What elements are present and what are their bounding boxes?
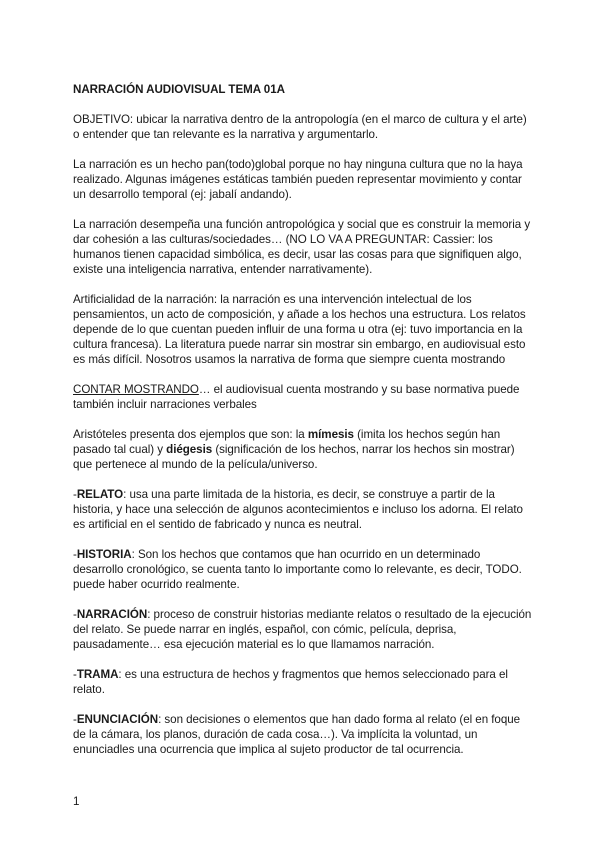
definition-text-enunciacion: : son decisiones o elementos que han dado forma al relato (el en foque de la cámara, los planos, duración de cada cosa…). Va implícita la voluntad, un enunciadles una ocurrencia que implica al sujeto productor de tal ocurrencia.	[73, 713, 521, 756]
definition-prefix: -	[73, 608, 77, 621]
definition-prefix: -	[73, 713, 77, 726]
document-body	[73, 82, 533, 772]
paragraph-aristoteles	[73, 427, 533, 472]
paragraph-anthropological-function: La narración desempeña una función antropológica y social que es construir la memoria y dar cohesión a las culturas/sociedades… (NO LO VA A PREGUNTAR: Cassier: los humanos tienen capacidad simbólica, es decir, usar las cosas para que signifiquen algo, existe una inteligencia narrativa, entender narrativamente).	[73, 218, 531, 276]
definition-text-narracion: : proceso de construir historias mediante relatos o resultado de la ejecución del relato. Se puede narrar en inglés, español, con cómic, película, deprisa, pausadamente… esa ejecución material es lo que llamamos narración.	[73, 608, 532, 651]
document-title: NARRACIÓN AUDIOVISUAL TEMA 01A	[73, 83, 285, 96]
definition-enunciacion	[73, 712, 533, 757]
definition-trama	[73, 667, 533, 697]
definition-prefix: -	[73, 668, 77, 681]
term-diegesis: diégesis	[166, 443, 213, 456]
paragraph-artificiality: Artificialidad de la narración: la narración es una intervención intelectual de los pensamientos, un acto de composición, y añade a los hechos una estructura. Los relatos depende de lo que cuentan pueden influir de una forma u otra (ej: tuvo importancia en la cultura francesa). La literatura puede narrar sin mostrar sin embargo, en audiovisual esto es más difícil. Nosotros usamos la narrativa de forma que siempre cuenta mostrando	[73, 293, 526, 366]
contar-mostrando-text: … el audiovisual cuenta mostrando y su base normativa puede también incluir narraciones verbales	[73, 383, 520, 411]
paragraph-contar-mostrando	[73, 382, 533, 412]
definition-term-trama: TRAMA	[76, 668, 119, 681]
definition-term-enunciacion: ENUNCIACIÓN	[76, 713, 159, 726]
definition-historia	[73, 547, 533, 592]
definition-term-relato: RELATO	[76, 488, 124, 501]
definition-relato	[73, 487, 533, 532]
aristoteles-text-e: (significación de los hechos, narrar los hechos sin mostrar) que pertenece al mundo de la película/universo.	[73, 443, 515, 471]
definition-narracion	[73, 607, 533, 652]
definition-prefix: -	[73, 548, 77, 561]
page-number: 1	[73, 795, 80, 808]
definition-term-narracion: NARRACIÓN	[76, 608, 148, 621]
term-mimesis: mímesis	[307, 428, 354, 441]
definition-text-relato: : usa una parte limitada de la historia, es decir, se construye a partir de la historia, y hace una selección de algunos acontecimientos e incluso los adorna. El relato es artificial en el sentido de fabricado y nunca es neutral.	[73, 488, 523, 531]
definition-text-trama: : es una estructura de hechos y fragmentos que hemos seleccionado para el relato.	[73, 668, 508, 696]
aristoteles-text-a: Aristóteles presenta dos ejemplos que son: la	[73, 428, 308, 441]
paragraph-objective: OBJETIVO: ubicar la narrativa dentro de la antropología (en el marco de cultura y el arte) o entender que tan relevante es la narrativa y argumentarlo.	[73, 113, 527, 141]
definition-prefix: -	[73, 488, 77, 501]
definition-term-historia: HISTORIA	[76, 548, 132, 561]
contar-mostrando-heading: CONTAR MOSTRANDO	[73, 383, 199, 396]
definition-text-historia: : Son los hechos que contamos que han ocurrido en un determinado desarrollo cronológico, se cuenta tanto lo importante como lo relevante, es decir, TODO. puede haber ocurrido realmente.	[73, 548, 522, 591]
paragraph-global-narration: La narración es un hecho pan(todo)global porque no hay ninguna cultura que no la haya realizado. Algunas imágenes estáticas también pueden representar movimiento y contar un desarrollo temporal (ej: jabalí andando).	[73, 158, 523, 201]
aristoteles-text-c: (imita los hechos según han pasado tal cual) y	[73, 428, 501, 456]
